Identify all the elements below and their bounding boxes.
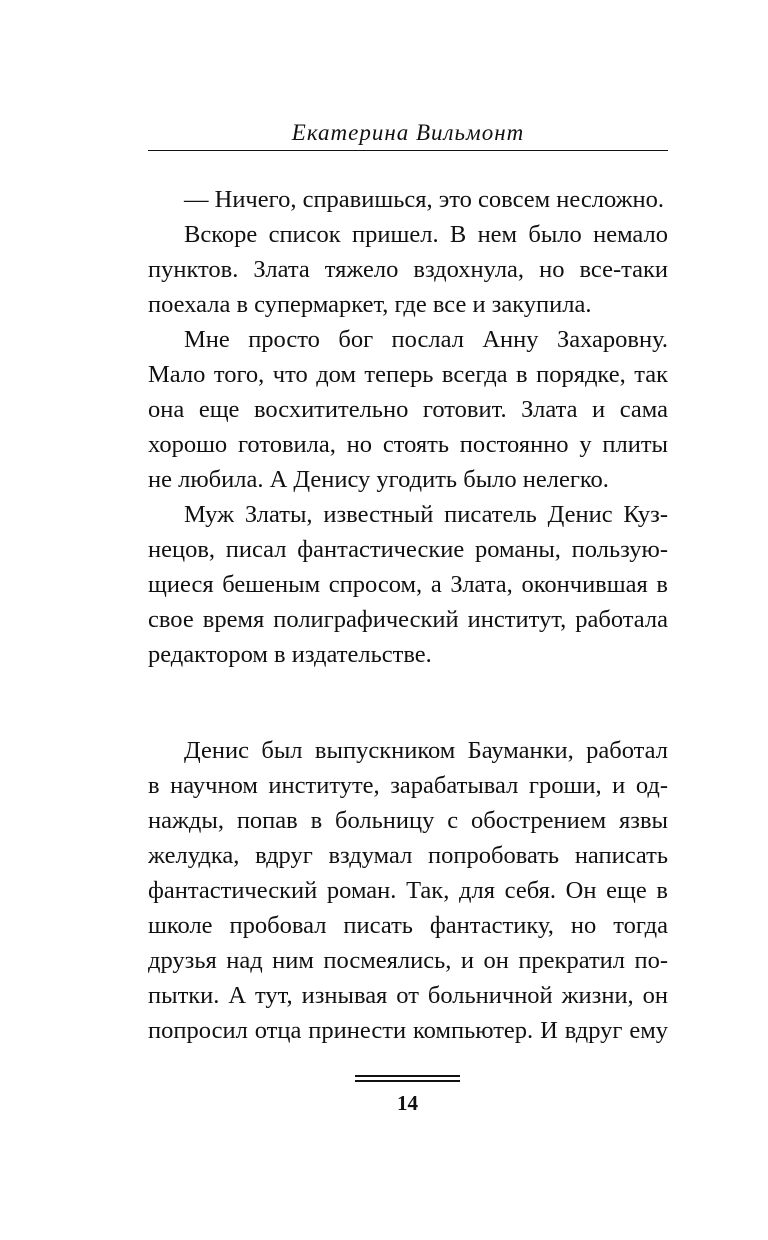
folio-rule-top — [355, 1075, 460, 1077]
text-line: щиеся бешеным спросом, а Злата, окончившая в — [148, 571, 668, 598]
text-line: хорошо готовила, но стоять постоянно у плиты — [148, 431, 668, 458]
text-line: попросил отца принести компьютер. И вдруг ему — [148, 1017, 668, 1044]
folio-rule-bottom — [355, 1080, 460, 1082]
text-block-2 — [148, 733, 668, 1048]
text-line: желудка, вдруг вздумал попробовать написать — [148, 842, 668, 869]
text-line: Денис был выпускником Бауманки, работал — [184, 737, 668, 764]
text-line: не любила. А Денису угодить было нелегко. — [148, 466, 609, 493]
text-line: она еще восхитительно готовит. Злата и сама — [148, 396, 668, 423]
text-line: Мне просто бог послал Анну Захаровну. — [184, 326, 668, 353]
text-line: нецов, писал фантастические романы, пользую- — [148, 536, 668, 563]
text-line: свое время полиграфический институт, работала — [148, 606, 668, 633]
text-line: редактором в издательстве. — [148, 641, 432, 668]
text-line: Мало того, что дом теперь всегда в порядке, так — [148, 361, 668, 388]
text-line: нажды, попав в больницу с обострением язвы — [148, 807, 668, 834]
page-number: 14 — [397, 1091, 418, 1115]
folio-ornament — [355, 1075, 460, 1085]
text-line: фантастический роман. Так, для себя. Он еще в — [148, 877, 668, 904]
text-line: Вскоре список пришел. В нем было немало — [184, 221, 668, 248]
text-line: Муж Златы, известный писатель Денис Куз- — [184, 501, 668, 528]
text-line: школе пробовал писать фантастику, но тогда — [148, 912, 668, 939]
text-line: пунктов. Злата тяжело вздохнула, но все-таки — [148, 256, 668, 283]
text-line: пытки. А тут, изнывая от больничной жизни, он — [148, 982, 668, 1009]
text-block-1 — [148, 182, 668, 672]
header-rule — [148, 150, 668, 151]
text-line: — Ничего, справишься, это совсем несложно. — [184, 186, 665, 213]
text-line: поехала в супермаркет, где все и закупила. — [148, 291, 592, 318]
text-line: друзья над ним посмеялись, и он прекратил по- — [148, 947, 668, 974]
running-head: Екатерина Вильмонт — [291, 120, 525, 145]
text-line: в научном институте, зарабатывал гроши, и од- — [148, 772, 668, 799]
